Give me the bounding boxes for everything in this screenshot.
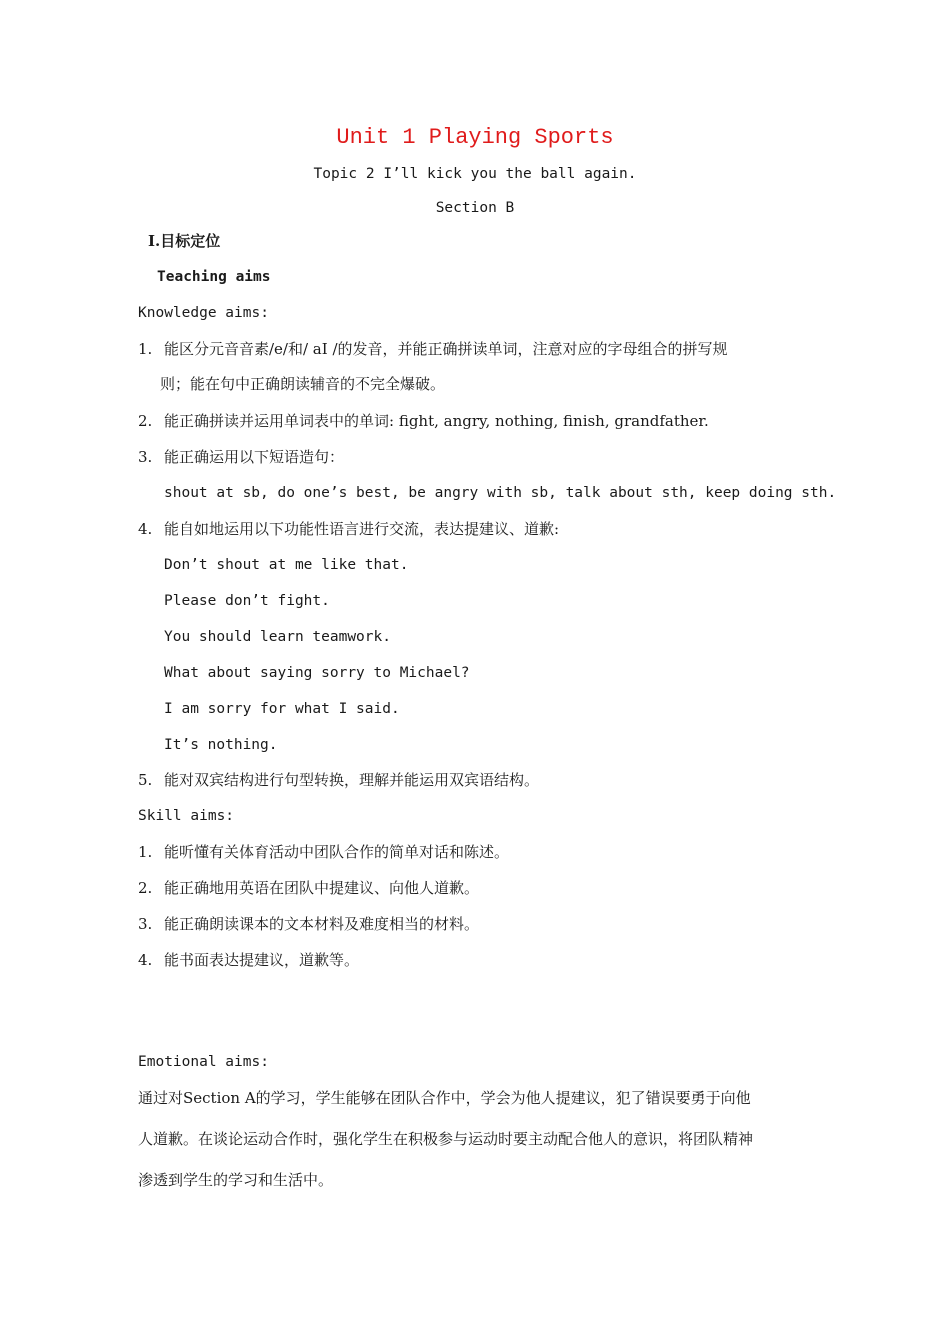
- list-number: 2.: [138, 879, 153, 897]
- list-number: 1.: [138, 843, 153, 861]
- example-sentence: Don’t shout at me like that.: [164, 557, 409, 573]
- list-text: 能对双宾结构进行句型转换，理解并能运用双宾语结构。: [164, 771, 540, 789]
- list-text: 能正确朗读课本的文本材料及难度相当的材料。: [164, 915, 480, 933]
- list-number: 2.: [138, 412, 153, 430]
- example-sentence: Please don’t fight.: [164, 593, 330, 609]
- list-text: 能书面表达提建议，道歉等。: [164, 951, 360, 969]
- knowledge-aims-label: Knowledge aims:: [138, 305, 269, 321]
- list-text: 能区分元音音素/e/和/ aI /的发音，并能正确拼读单词，注意对应的字母组合的拼写规: [164, 340, 728, 358]
- skill-item-3: [138, 914, 479, 934]
- section-title: Section B: [435, 200, 515, 216]
- list-number: 1.: [138, 340, 153, 358]
- skill-aims-label: Skill aims:: [138, 808, 235, 824]
- skill-item-2: [138, 878, 479, 898]
- list-text: 能正确运用以下短语造句：: [164, 448, 345, 466]
- list-text: 能正确拼读并运用单词表中的单词: fight, angry, nothing, finish, grandfather.: [164, 412, 709, 430]
- emotional-paragraph-line: 通过对Section A的学习，学生能够在团队合作中，学会为他人提建议，犯了错误要勇于向他: [138, 1089, 751, 1107]
- knowledge-item-2: [138, 411, 709, 431]
- emotional-paragraph-line: 渗透到学生的学习和生活中。: [138, 1171, 334, 1189]
- list-number: 5.: [138, 771, 153, 789]
- list-number: 4.: [138, 520, 153, 538]
- list-number: 3.: [138, 448, 153, 466]
- example-sentence: It’s nothing.: [164, 737, 278, 753]
- skill-item-4: [138, 950, 359, 970]
- objectives-heading: I.目标定位: [148, 232, 221, 250]
- emotional-aims-label: Emotional aims:: [138, 1054, 269, 1070]
- knowledge-item-4: [138, 519, 559, 539]
- list-text: 能正确地用英语在团队中提建议、向他人道歉。: [164, 879, 480, 897]
- teaching-aims-heading: Teaching aims: [157, 269, 271, 285]
- list-number: 3.: [138, 915, 153, 933]
- example-sentence: You should learn teamwork.: [164, 629, 391, 645]
- knowledge-item-3: [138, 447, 344, 467]
- knowledge-item-1: [138, 339, 728, 359]
- list-text: 能听懂有关体育活动中团队合作的简单对话和陈述。: [164, 843, 510, 861]
- example-sentence: I am sorry for what I said.: [164, 701, 400, 717]
- list-text: 能自如地运用以下功能性语言进行交流，表达提建议、道歉:: [164, 520, 560, 538]
- topic-title: Topic 2 I’ll kick you the ball again.: [313, 166, 637, 182]
- knowledge-item-1-cont: 则；能在句中正确朗读辅音的不完全爆破。: [160, 375, 446, 393]
- skill-item-1: [138, 842, 509, 862]
- unit-title: Unit 1 Playing Sports: [336, 125, 614, 150]
- knowledge-item-5: [138, 770, 539, 790]
- example-sentence: What about saying sorry to Michael?: [164, 665, 470, 681]
- phrase-list: shout at sb, do one’s best, be angry with sb, talk about sth, keep doing sth.: [164, 485, 837, 501]
- emotional-paragraph-line: 人道歉。在谈论运动合作时，强化学生在积极参与运动时要主动配合他人的意识，将团队精神: [138, 1130, 754, 1148]
- list-number: 4.: [138, 951, 153, 969]
